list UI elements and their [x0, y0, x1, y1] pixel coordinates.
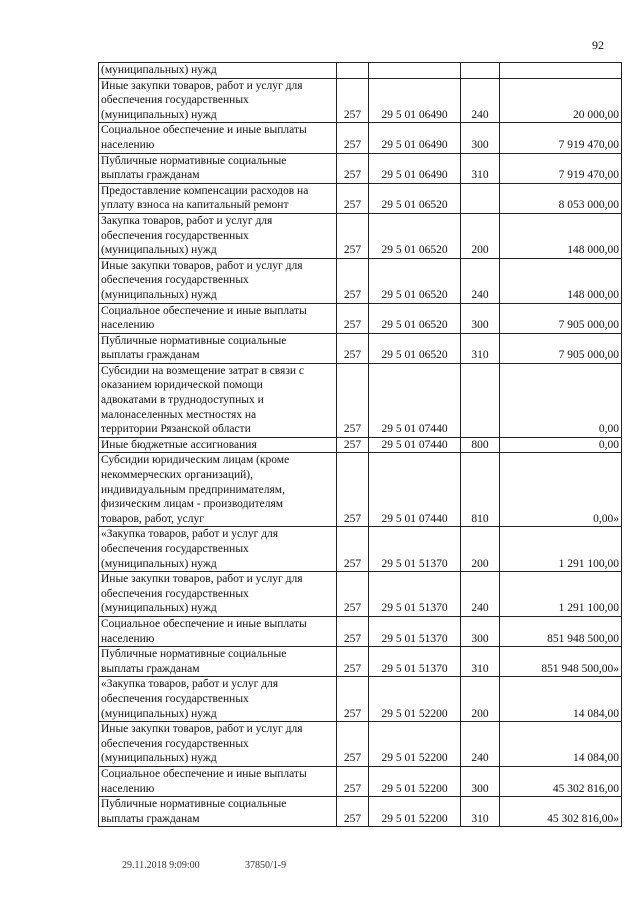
target-article-cell: 29 5 01 06520 [369, 303, 461, 333]
expense-type-cell: 240 [461, 78, 500, 123]
table-row [99, 647, 622, 677]
item-name-cell: Субсидии на возмещение затрат в связи с оказанием юридической помощи адвокатами в труднодоступных и малонаселенных местностях на территории Рязанской области [99, 363, 337, 437]
department-code-cell: 257 [337, 616, 369, 646]
table-row [99, 527, 622, 572]
expense-type-cell: 810 [461, 453, 500, 527]
target-article-cell: 29 5 01 06490 [369, 78, 461, 123]
target-article-cell: 29 5 01 51370 [369, 647, 461, 677]
table-row [99, 153, 622, 183]
amount-cell: 1 291 100,00 [500, 572, 622, 617]
table-row [99, 677, 622, 722]
table-row [99, 437, 622, 453]
table-row [99, 123, 622, 153]
department-code-cell: 257 [337, 183, 369, 213]
amount-cell: 7 919 470,00 [500, 153, 622, 183]
item-name-cell: Иные закупки товаров, работ и услуг для обеспечения государственных (муниципальных) нужд [99, 258, 337, 303]
department-code-cell: 257 [337, 722, 369, 767]
item-name-cell: «Закупка товаров, работ и услуг для обеспечения государственных (муниципальных) нужд [99, 527, 337, 572]
expense-type-cell: 800 [461, 437, 500, 453]
item-name-cell: Иные бюджетные ассигнования [99, 437, 337, 453]
item-name-cell: Публичные нормативные социальные выплаты гражданам [99, 797, 337, 827]
table-row [99, 572, 622, 617]
item-name-cell: Публичные нормативные социальные выплаты гражданам [99, 647, 337, 677]
department-code-cell: 257 [337, 153, 369, 183]
item-name-cell: Иные закупки товаров, работ и услуг для обеспечения государственных (муниципальных) нужд [99, 572, 337, 617]
item-name-cell: Публичные нормативные социальные выплаты гражданам [99, 333, 337, 363]
department-code-cell: 257 [337, 766, 369, 796]
expense-type-cell [461, 183, 500, 213]
department-code-cell: 257 [337, 437, 369, 453]
amount-cell: 851 948 500,00 [500, 616, 622, 646]
amount-cell: 1 291 100,00 [500, 527, 622, 572]
amount-cell: 0,00 [500, 363, 622, 437]
target-article-cell: 29 5 01 07440 [369, 437, 461, 453]
amount-cell: 148 000,00 [500, 258, 622, 303]
table-row [99, 183, 622, 213]
expense-type-cell: 200 [461, 677, 500, 722]
department-code-cell: 257 [337, 647, 369, 677]
item-name-cell: Социальное обеспечение и иные выплаты населению [99, 766, 337, 796]
department-code-cell: 257 [337, 363, 369, 437]
expense-type-cell [461, 363, 500, 437]
expense-type-cell: 310 [461, 647, 500, 677]
amount-cell: 148 000,00 [500, 213, 622, 258]
target-article-cell: 29 5 01 52200 [369, 766, 461, 796]
expense-type-cell [461, 63, 500, 79]
department-code-cell: 257 [337, 677, 369, 722]
target-article-cell: 29 5 01 51370 [369, 572, 461, 617]
amount-cell: 8 053 000,00 [500, 183, 622, 213]
table-row [99, 78, 622, 123]
table-row [99, 258, 622, 303]
expense-type-cell: 300 [461, 616, 500, 646]
target-article-cell: 29 5 01 06520 [369, 213, 461, 258]
target-article-cell: 29 5 01 06520 [369, 333, 461, 363]
amount-cell: 7 919 470,00 [500, 123, 622, 153]
amount-cell: 851 948 500,00» [500, 647, 622, 677]
department-code-cell: 257 [337, 797, 369, 827]
expense-type-cell: 310 [461, 797, 500, 827]
department-code-cell: 257 [337, 453, 369, 527]
budget-table [98, 62, 622, 827]
table-row [99, 453, 622, 527]
item-name-cell: «Закупка товаров, работ и услуг для обеспечения государственных (муниципальных) нужд [99, 677, 337, 722]
expense-type-cell: 240 [461, 572, 500, 617]
department-code-cell: 257 [337, 78, 369, 123]
expense-type-cell: 300 [461, 123, 500, 153]
amount-cell: 14 084,00 [500, 677, 622, 722]
item-name-cell: Социальное обеспечение и иные выплаты населению [99, 303, 337, 333]
item-name-cell: Закупка товаров, работ и услуг для обеспечения государственных (муниципальных) нужд [99, 213, 337, 258]
table-row [99, 333, 622, 363]
table-row [99, 797, 622, 827]
table-row [99, 616, 622, 646]
target-article-cell: 29 5 01 52200 [369, 797, 461, 827]
item-name-cell: Социальное обеспечение и иные выплаты населению [99, 616, 337, 646]
page-number: 92 [592, 38, 604, 52]
table-row [99, 213, 622, 258]
amount-cell: 0,00» [500, 453, 622, 527]
table-row [99, 63, 622, 79]
target-article-cell: 29 5 01 07440 [369, 363, 461, 437]
target-article-cell: 29 5 01 52200 [369, 722, 461, 767]
department-code-cell [337, 63, 369, 79]
department-code-cell: 257 [337, 527, 369, 572]
target-article-cell [369, 63, 461, 79]
item-name-cell: Иные закупки товаров, работ и услуг для обеспечения государственных (муниципальных) нужд [99, 78, 337, 123]
department-code-cell: 257 [337, 572, 369, 617]
item-name-cell: Публичные нормативные социальные выплаты гражданам [99, 153, 337, 183]
table-row [99, 766, 622, 796]
expense-type-cell: 200 [461, 527, 500, 572]
footer-date: 29.11.2018 9:09:00 [122, 860, 200, 871]
item-name-cell: Иные закупки товаров, работ и услуг для обеспечения государственных (муниципальных) нужд [99, 722, 337, 767]
target-article-cell: 29 5 01 52200 [369, 677, 461, 722]
expense-type-cell: 200 [461, 213, 500, 258]
target-article-cell: 29 5 01 06490 [369, 153, 461, 183]
footer-document-code: 37850/1-9 [245, 860, 287, 871]
budget-table-body [99, 63, 622, 827]
expense-type-cell: 300 [461, 303, 500, 333]
amount-cell: 7 905 000,00 [500, 303, 622, 333]
expense-type-cell: 240 [461, 258, 500, 303]
department-code-cell: 257 [337, 213, 369, 258]
target-article-cell: 29 5 01 07440 [369, 453, 461, 527]
target-article-cell: 29 5 01 06520 [369, 258, 461, 303]
target-article-cell: 29 5 01 06520 [369, 183, 461, 213]
amount-cell: 0,00 [500, 437, 622, 453]
department-code-cell: 257 [337, 123, 369, 153]
amount-cell: 14 084,00 [500, 722, 622, 767]
item-name-cell: (муниципальных) нужд [99, 63, 337, 79]
item-name-cell: Социальное обеспечение и иные выплаты населению [99, 123, 337, 153]
item-name-cell: Предоставление компенсации расходов на уплату взноса на капитальный ремонт [99, 183, 337, 213]
expense-type-cell: 300 [461, 766, 500, 796]
department-code-cell: 257 [337, 333, 369, 363]
amount-cell: 45 302 816,00» [500, 797, 622, 827]
table-row [99, 363, 622, 437]
table-row [99, 722, 622, 767]
amount-cell: 45 302 816,00 [500, 766, 622, 796]
department-code-cell: 257 [337, 258, 369, 303]
expense-type-cell: 240 [461, 722, 500, 767]
expense-type-cell: 310 [461, 333, 500, 363]
target-article-cell: 29 5 01 51370 [369, 527, 461, 572]
amount-cell: 20 000,00 [500, 78, 622, 123]
table-row [99, 303, 622, 333]
target-article-cell: 29 5 01 51370 [369, 616, 461, 646]
department-code-cell: 257 [337, 303, 369, 333]
expense-type-cell: 310 [461, 153, 500, 183]
amount-cell [500, 63, 622, 79]
target-article-cell: 29 5 01 06490 [369, 123, 461, 153]
item-name-cell: Субсидии юридическим лицам (кроме некоммерческих организаций), индивидуальным предпринимателям, физическим лицам - производителям товаров, работ, услуг [99, 453, 337, 527]
amount-cell: 7 905 000,00 [500, 333, 622, 363]
